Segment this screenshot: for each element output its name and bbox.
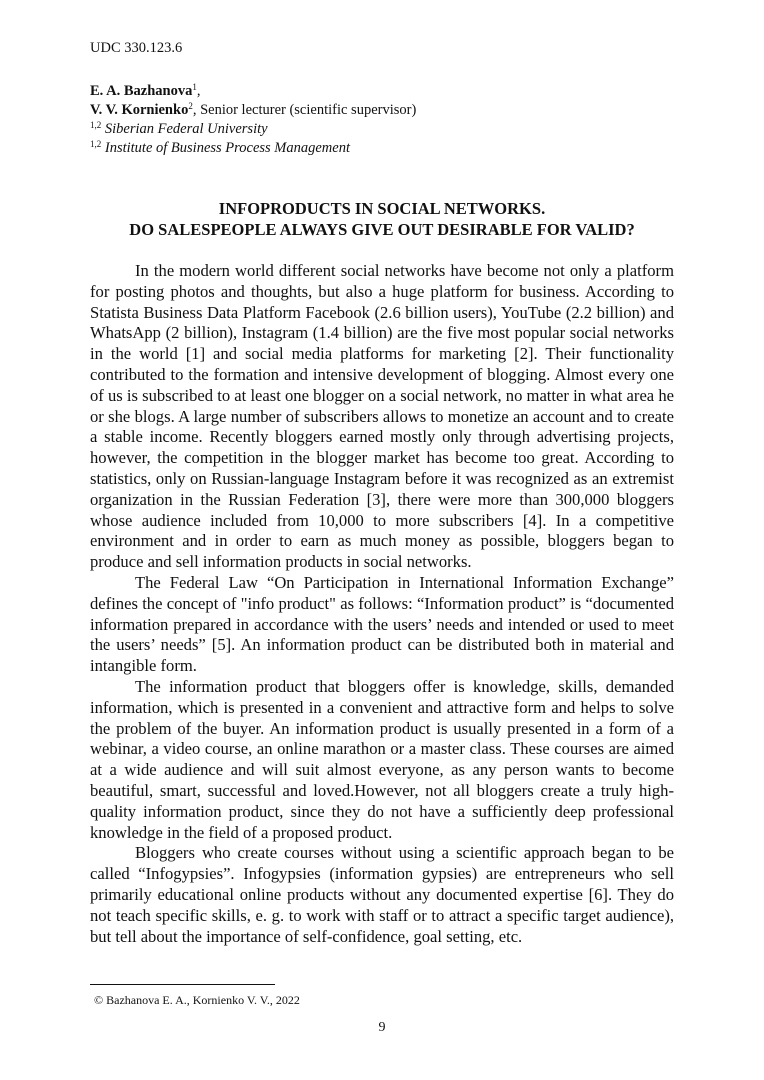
page-number: 9 (378, 1020, 386, 1035)
title-line-2: DO SALESPEOPLE ALWAYS GIVE OUT DESIRABLE FOR VALID? (129, 219, 635, 239)
paragraph: Bloggers who create courses without using a scientific approach began to be called “Infogypsies”. Infogypsies (information gypsies) are entrepreneurs who sell primarily educational online products without any documented expertise [6]. They do not teach specific skills, e. g. to work with staff or to attract a specific target audience), but tell about the importance of self-confidence, goal setting, etc. (90, 843, 674, 946)
footnote-divider (90, 984, 275, 985)
author-suffix: , Senior lecturer (scientific supervisor) (192, 102, 417, 118)
author-line (90, 82, 416, 101)
affiliation-name: Siberian Federal University (104, 121, 268, 137)
affiliation-name: Institute of Business Process Management (104, 140, 350, 156)
paragraph: In the modern world different social networks have become not only a platform for posting photos and thoughts, but also a huge platform for business. According to Statista Business Data Platform Facebook (2.6 billion users), YouTube (2.2 billion) and WhatsApp (2 billion), Instagram (1.4 billion) are the five most popular social networks in the world [1] and social media platforms for marketing [2]. Their functionality contributed to the formation and intensive development of blogging. Almost every one of us is subscribed to at least one blogger on a social network, no matter in what area he or she blogs. A large number of subscribers allows to monetize an account and to create a stable income. Recently bloggers earned mostly only through advertising projects, however, the competition in the blogger market has become too great. According to statistics, only on Russian-language Instagram before it was recognized as an extremist organization in the Russian Federation [3], there were more than 300,000 bloggers whose audience included from 10,000 to more subscribers [4]. In a competitive environment and in order to earn as much money as possible, bloggers began to produce and sell information products in social networks. (90, 261, 674, 572)
affiliation-superscript: 1,2 (90, 120, 102, 130)
author-suffix: , (196, 83, 201, 99)
affiliation-line (90, 120, 416, 139)
author-superscript: 1 (192, 82, 197, 92)
affiliation-superscript: 1,2 (90, 139, 102, 149)
author-superscript: 2 (188, 101, 193, 111)
author-line (90, 101, 416, 120)
paragraph: The Federal Law “On Participation in International Information Exchange” defines the concept of "info product" as follows: “Information product” is “documented information prepared in accordance with the users’ needs and intended or used to meet the users’ needs” [5]. An information product can be distributed both in material and intangible form. (90, 572, 674, 676)
affiliation-line (90, 139, 416, 158)
body-text (90, 261, 674, 947)
author-name: E. A. Bazhanova (90, 83, 193, 99)
author-name: V. V. Kornienko (90, 102, 189, 118)
copyright-footnote: © Bazhanova E. A., Kornienko V. V., 2022 (94, 993, 300, 1007)
paper-title (90, 199, 674, 240)
title-line-1: INFOPRODUCTS IN SOCIAL NETWORKS. (218, 199, 546, 218)
udc-code: UDC 330.123.6 (90, 40, 183, 56)
paragraph: The information product that bloggers offer is knowledge, skills, demanded information, which is presented in a convenient and attractive form and helps to solve the problem of the buyer. An information product is usually presented in a form of a webinar, a video course, an online marathon or a master class. These courses are aimed at a wide audience and will suit almost everyone, as any person wants to become beautiful, smart, successful and loved.However, not all bloggers create a truly high-quality information product, since they do not have a sufficiently deep professional knowledge in the field of a proposed product. (90, 676, 674, 842)
author-block (90, 82, 416, 158)
